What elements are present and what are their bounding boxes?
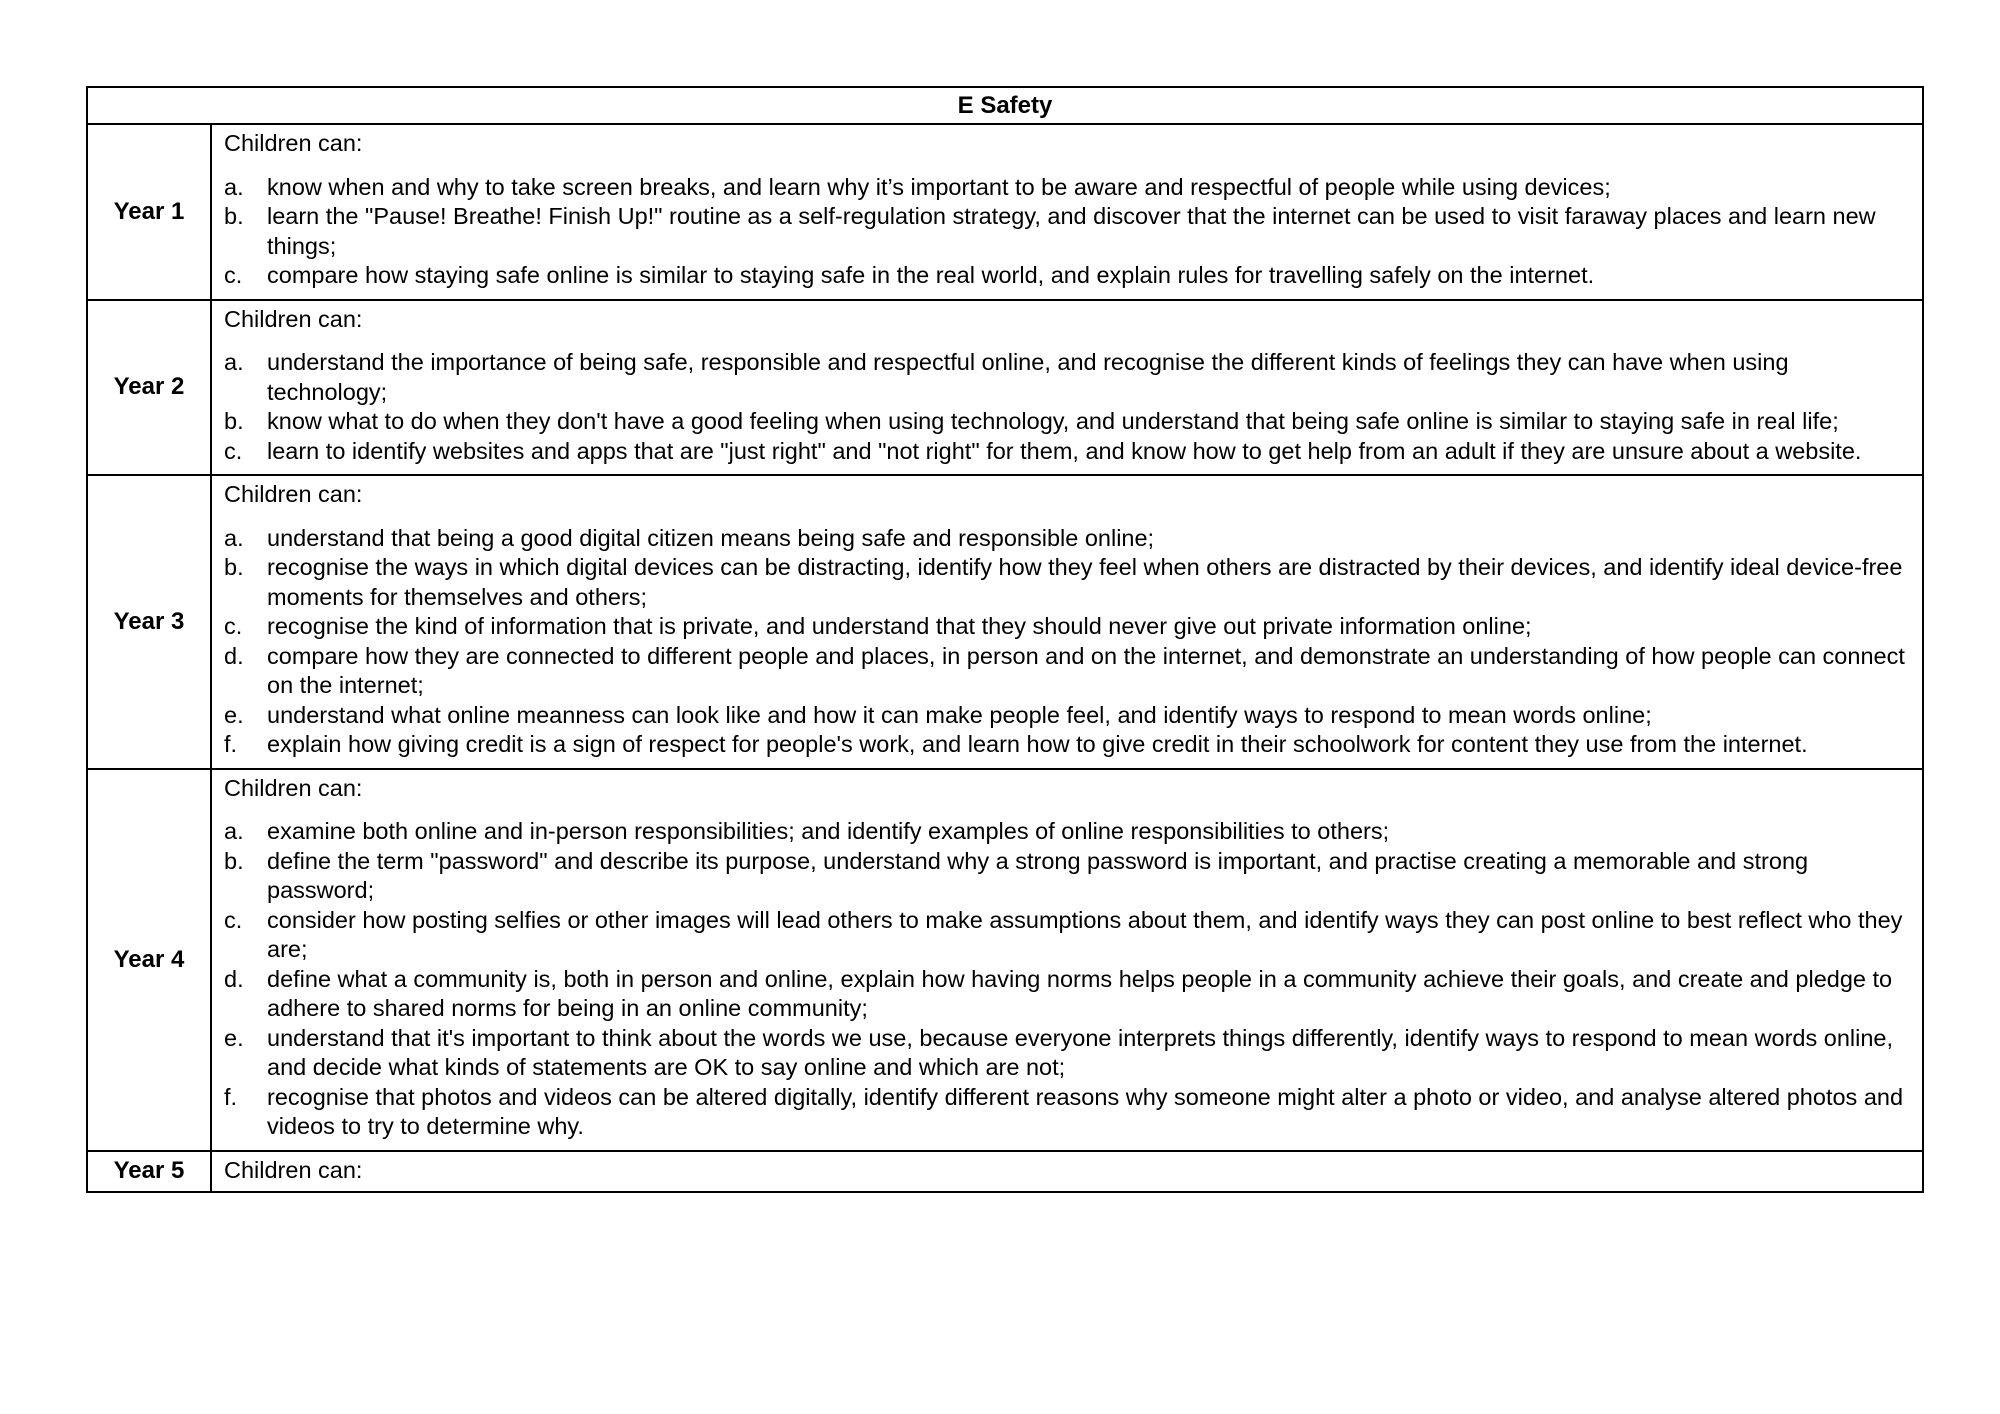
list-item	[224, 612, 1910, 642]
objectives-list	[224, 173, 1910, 291]
list-item	[224, 348, 1910, 407]
objectives-intro: Children can:	[224, 1156, 363, 1183]
objectives-list	[224, 524, 1910, 760]
objectives-intro: Children can:	[224, 130, 363, 156]
list-item	[224, 730, 1910, 760]
list-item-text: know when and why to take screen breaks, and learn why it’s important to be aware and respectful of people while using devices;	[267, 173, 1611, 200]
list-item	[224, 906, 1910, 965]
year-label: Year 1	[87, 124, 211, 300]
list-item	[224, 524, 1910, 554]
list-item	[224, 202, 1910, 261]
title-row	[87, 87, 1923, 124]
list-item-text: define what a community is, both in person and online, explain how having norms helps people in a community achieve their goals, and create and pledge to adhere to shared norms for being in an online community;	[267, 965, 1893, 1021]
objectives-list	[224, 817, 1910, 1142]
list-item-text: recognise that photos and videos can be altered digitally, identify different reasons why someone might alter a photo or video, and analyse altered photos and videos to try to determine why.	[267, 1083, 1904, 1139]
list-item	[224, 1083, 1910, 1142]
list-item-text: consider how posting selfies or other images will lead others to make assumptions about them, and identify ways they can post online to best reflect who they are;	[267, 906, 1903, 962]
year-label: Year 3	[87, 475, 211, 769]
objectives-list	[224, 348, 1910, 466]
list-item-text: learn to identify websites and apps that are "just right" and "not right" for them, and know how to get help from an adult if they are unsure about a website.	[267, 437, 1862, 464]
list-marker: f.	[224, 1083, 238, 1110]
list-marker: a.	[224, 818, 244, 844]
list-item-text: know what to do when they don't have a good feeling when using technology, and understand that being safe online is similar to staying safe in real life;	[267, 408, 1839, 434]
objectives-intro: Children can:	[224, 305, 363, 332]
list-item-text: understand that being a good digital citizen means being safe and responsible online;	[267, 524, 1155, 551]
list-item-text: understand what online meanness can look like and how it can make people feel, and identify ways to respond to mean words online;	[267, 701, 1652, 728]
year-row	[87, 300, 1923, 476]
list-marker: b.	[224, 203, 244, 229]
table-title: E Safety	[87, 87, 1923, 124]
list-marker: c.	[224, 437, 243, 464]
list-item	[224, 701, 1910, 731]
year-row	[87, 475, 1923, 769]
list-item	[224, 1024, 1910, 1083]
list-marker: a.	[224, 524, 244, 551]
list-item	[224, 407, 1910, 437]
list-marker: a.	[224, 173, 244, 200]
list-item-text: compare how staying safe online is similar to staying safe in the real world, and explain rules for travelling safely on the internet.	[267, 262, 1595, 288]
list-item	[224, 965, 1910, 1024]
list-marker: f.	[224, 731, 238, 757]
objectives-cell	[211, 1151, 1923, 1193]
year-row	[87, 1151, 1923, 1193]
list-marker: c.	[224, 906, 243, 933]
list-marker: e.	[224, 1024, 244, 1051]
list-marker: d.	[224, 965, 244, 992]
list-item-text: understand that it's important to think about the words we use, because everyone interprets things differently, identify ways to respond to mean words online, and decide what kinds of statements are OK to say online and which are not;	[267, 1024, 1894, 1080]
objectives-cell	[211, 475, 1923, 769]
list-marker: d.	[224, 642, 244, 669]
e-safety-table	[86, 86, 1924, 1193]
list-item-text: recognise the kind of information that is private, and understand that they should never give out private information online;	[267, 613, 1532, 639]
list-marker: b.	[224, 847, 244, 874]
list-item	[224, 437, 1910, 467]
list-item-text: recognise the ways in which digital devices can be distracting, identify how they feel when others are distracted by their devices, and identify ideal device-free moments for themselves and others;	[267, 554, 1903, 610]
year-label: Year 5	[87, 1151, 211, 1193]
list-item	[224, 173, 1910, 203]
objectives-cell	[211, 769, 1923, 1151]
objectives-intro: Children can:	[224, 774, 363, 801]
objectives-intro: Children can:	[224, 481, 363, 507]
list-item-text: define the term "password" and describe its purpose, understand why a strong password is important, and practise creating a memorable and strong password;	[267, 847, 1809, 903]
objectives-cell	[211, 124, 1923, 300]
year-label: Year 4	[87, 769, 211, 1151]
year-label: Year 2	[87, 300, 211, 476]
list-marker: c.	[224, 262, 243, 288]
list-item-text: learn the "Pause! Breathe! Finish Up!" routine as a self-regulation strategy, and discover that the internet can be used to visit faraway places and learn new things;	[267, 203, 1876, 259]
objectives-cell	[211, 300, 1923, 476]
list-item-text: compare how they are connected to different people and places, in person and on the internet, and demonstrate an understanding of how people can connect on the internet;	[267, 642, 1905, 698]
list-item	[224, 817, 1910, 847]
list-marker: a.	[224, 349, 244, 375]
list-item	[224, 847, 1910, 906]
list-item	[224, 642, 1910, 701]
list-marker: c.	[224, 613, 243, 639]
list-item-text: examine both online and in-person responsibilities; and identify examples of online responsibilities to others;	[267, 818, 1390, 844]
list-marker: b.	[224, 554, 244, 580]
list-item	[224, 553, 1910, 612]
year-row	[87, 124, 1923, 300]
list-item	[224, 261, 1910, 291]
list-marker: e.	[224, 701, 244, 728]
list-item-text: understand the importance of being safe, responsible and respectful online, and recognise the different kinds of feelings they can have when using technology;	[267, 349, 1789, 405]
list-marker: b.	[224, 408, 244, 434]
year-row	[87, 769, 1923, 1151]
list-item-text: explain how giving credit is a sign of respect for people's work, and learn how to give credit in their schoolwork for content they use from the internet.	[267, 731, 1808, 757]
